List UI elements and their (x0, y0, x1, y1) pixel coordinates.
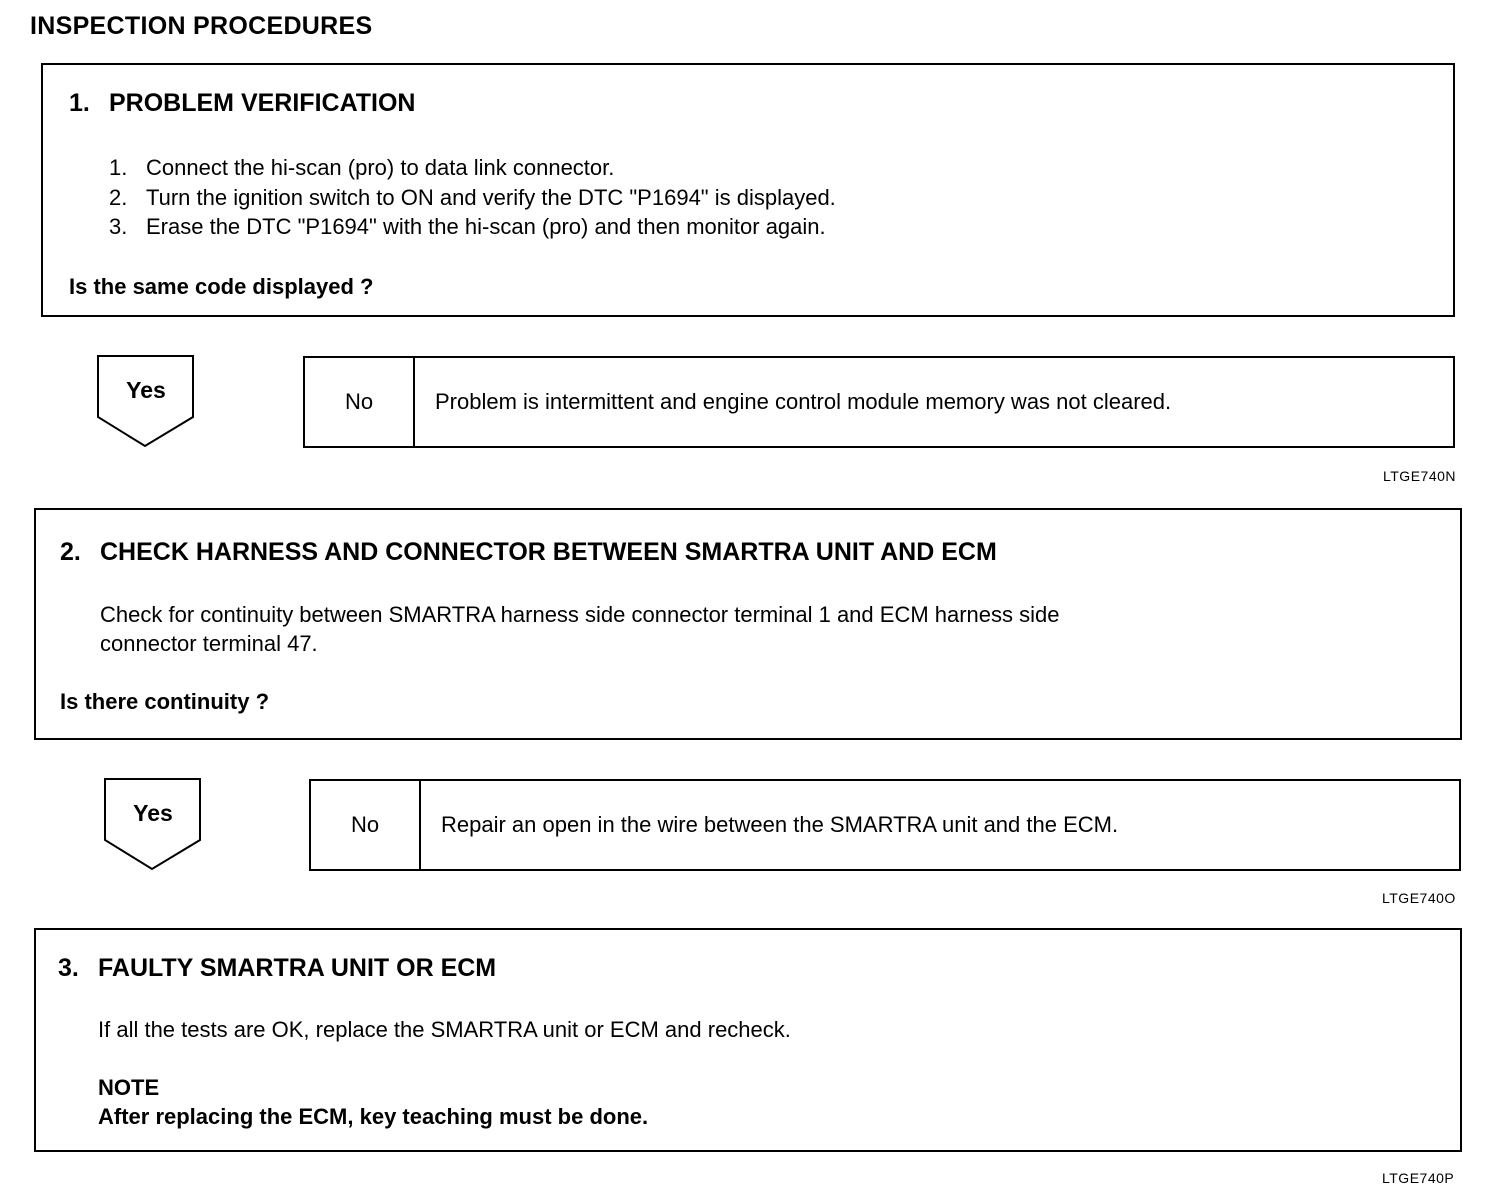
section-3-title (58, 954, 496, 983)
step-item (109, 214, 826, 240)
section-number: 2. (60, 538, 81, 566)
no-outcome-text: Repair an open in the wire between the SMARTRA unit and the ECM. (441, 812, 1119, 837)
no-outcome-box (309, 779, 1461, 871)
yes-arrow (97, 355, 195, 449)
no-label: No (305, 358, 415, 446)
no-outcome-box (303, 356, 1455, 448)
step-text: Erase the DTC "P1694" with the hi-scan (pro) and then monitor again. (146, 214, 826, 239)
instruction-line: Check for continuity between SMARTRA harness side connector terminal 1 and ECM harness side (100, 602, 1060, 627)
figure-reference: LTGE740N (1383, 468, 1456, 484)
section-2-box (34, 508, 1462, 740)
no-outcome-text: Problem is intermittent and engine control module memory was not cleared. (435, 389, 1172, 414)
instruction-line: connector terminal 47. (100, 631, 318, 656)
yes-label: Yes (126, 377, 166, 403)
question-text: Is the same code displayed ? (69, 274, 374, 299)
question-text: Is there continuity ? (60, 689, 270, 714)
figure-reference: LTGE740O (1382, 890, 1456, 906)
yes-label: Yes (133, 800, 173, 826)
note-heading: NOTE (98, 1075, 160, 1100)
note-text: After replacing the ECM, key teaching must be done. (98, 1104, 649, 1129)
section-number: 3. (58, 954, 79, 982)
instruction-text: If all the tests are OK, replace the SMARTRA unit or ECM and recheck. (98, 1017, 791, 1042)
section-title-text: FAULTY SMARTRA UNIT OR ECM (98, 954, 497, 982)
section-title-text: PROBLEM VERIFICATION (109, 89, 416, 117)
step-number: 1. (109, 155, 128, 180)
yes-arrow (104, 778, 202, 872)
section-3-box (34, 928, 1462, 1152)
step-number: 3. (109, 214, 128, 239)
instruction-text (100, 600, 1060, 658)
section-number: 1. (69, 89, 90, 117)
step-text: Connect the hi-scan (pro) to data link connector. (146, 155, 615, 180)
section-2-title (60, 538, 997, 567)
step-number: 2. (109, 185, 128, 210)
section-1-title (69, 89, 415, 118)
step-text: Turn the ignition switch to ON and verify the DTC "P1694" is displayed. (146, 185, 836, 210)
section-1-box (41, 63, 1455, 317)
figure-reference: LTGE740P (1382, 1170, 1455, 1186)
step-item (109, 185, 836, 211)
no-label: No (311, 781, 421, 869)
page-title: INSPECTION PROCEDURES (30, 12, 373, 40)
section-title-text: CHECK HARNESS AND CONNECTOR BETWEEN SMARTRA UNIT AND ECM (100, 538, 997, 566)
step-item (109, 155, 614, 181)
